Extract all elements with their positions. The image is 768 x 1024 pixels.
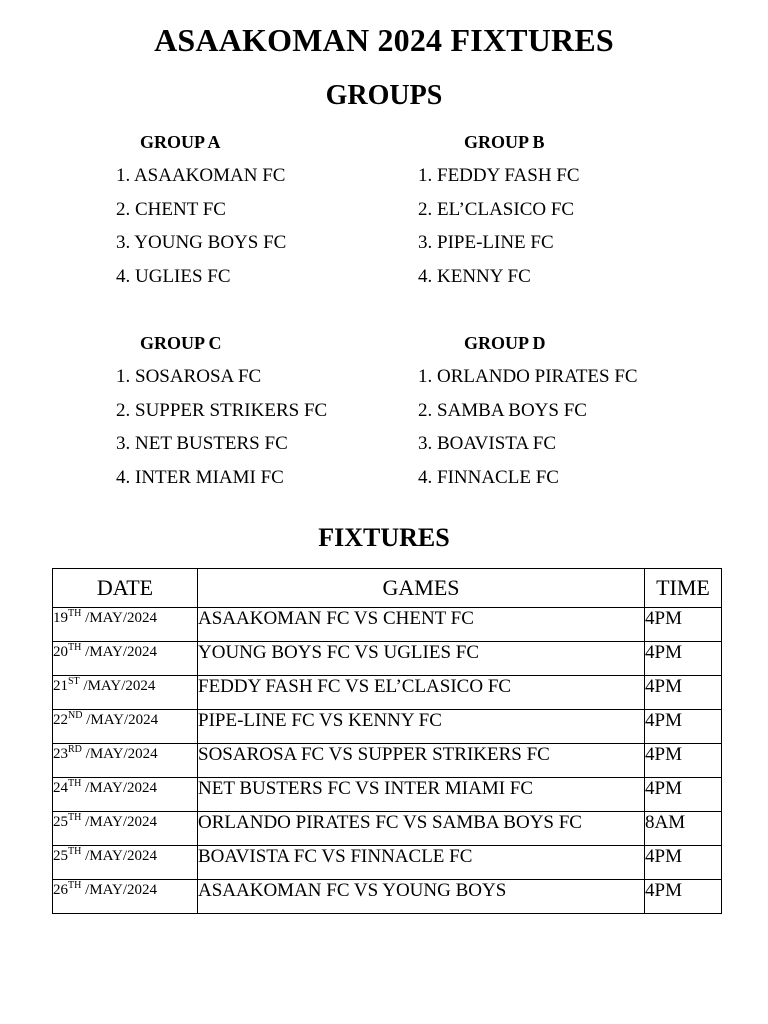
group-title: GROUP D — [464, 333, 546, 353]
date-month-year: /MAY/2024 — [81, 814, 158, 830]
time-cell: 4PM — [645, 846, 722, 880]
column-header-games: GAMES — [198, 569, 645, 608]
date-cell — [53, 744, 198, 778]
table-row — [53, 846, 722, 880]
table-row — [53, 880, 722, 914]
game-cell: SOSAROSA FC VS SUPPER STRIKERS FC — [198, 744, 645, 778]
table-header-row — [53, 569, 722, 608]
fixtures-table — [52, 568, 722, 914]
page-title: ASAAKOMAN 2024 FIXTURES — [154, 22, 614, 58]
date-suffix: TH — [68, 642, 82, 653]
date-month-year: /MAY/2024 — [81, 882, 158, 898]
team-item: 4. KENNY FC — [418, 265, 531, 287]
date-day: 20 — [53, 644, 68, 660]
group-a — [116, 133, 286, 300]
date-month-year: /MAY/2024 — [81, 780, 158, 796]
date-day: 21 — [53, 678, 68, 694]
table-row — [53, 812, 722, 846]
team-item: 1. ASAAKOMAN FC — [116, 165, 286, 186]
table-row — [53, 778, 722, 812]
date-suffix: ST — [68, 676, 80, 687]
date-suffix: RD — [68, 744, 82, 755]
date-day: 26 — [53, 882, 68, 898]
date-cell — [53, 642, 198, 676]
fixtures-heading: FIXTURES — [318, 523, 450, 552]
table-row — [53, 608, 722, 642]
team-item: 2. SAMBA BOYS FC — [418, 399, 587, 421]
date-month-year: /MAY/2024 — [82, 712, 159, 728]
column-header-time: TIME — [645, 569, 722, 608]
date-suffix: TH — [68, 880, 82, 891]
team-item: 4. UGLIES FC — [116, 265, 231, 287]
date-month-year: /MAY/2024 — [79, 678, 156, 694]
game-cell: PIPE-LINE FC VS KENNY FC — [198, 710, 645, 744]
column-header-date: DATE — [53, 569, 198, 608]
date-cell — [53, 676, 198, 710]
table-row — [53, 676, 722, 710]
time-cell: 4PM — [645, 880, 722, 914]
date-day: 23 — [53, 746, 68, 762]
date-suffix: TH — [68, 608, 82, 619]
date-month-year: /MAY/2024 — [81, 848, 158, 864]
date-day: 25 — [53, 848, 68, 864]
time-cell: 4PM — [645, 608, 722, 642]
date-suffix: TH — [68, 812, 82, 823]
date-cell — [53, 812, 198, 846]
team-item: 3. NET BUSTERS FC — [116, 433, 288, 454]
group-b — [418, 133, 580, 300]
team-item: 3. PIPE-LINE FC — [418, 232, 554, 253]
time-cell: 4PM — [645, 710, 722, 744]
date-month-year: /MAY/2024 — [81, 746, 158, 762]
date-suffix: ND — [68, 710, 83, 721]
table-row — [53, 642, 722, 676]
date-month-year: /MAY/2024 — [81, 610, 158, 626]
team-item: 4. FINNACLE FC — [418, 466, 559, 488]
date-cell — [53, 880, 198, 914]
team-item: 2. SUPPER STRIKERS FC — [116, 399, 328, 421]
date-month-year: /MAY/2024 — [81, 644, 158, 660]
group-title: GROUP C — [140, 333, 222, 353]
date-day: 19 — [53, 610, 68, 626]
time-cell: 4PM — [645, 744, 722, 778]
date-cell — [53, 608, 198, 642]
team-item: 3. BOAVISTA FC — [418, 433, 557, 454]
time-cell: 4PM — [645, 642, 722, 676]
team-item: 3. YOUNG BOYS FC — [116, 232, 287, 253]
time-cell: 4PM — [645, 676, 722, 710]
date-day: 22 — [53, 712, 68, 728]
team-item: 1. SOSAROSA FC — [116, 366, 262, 387]
group-title: GROUP B — [464, 132, 545, 152]
game-cell: ASAAKOMAN FC VS YOUNG BOYS — [198, 880, 645, 914]
game-cell: BOAVISTA FC VS FINNACLE FC — [198, 846, 645, 880]
game-cell: NET BUSTERS FC VS INTER MIAMI FC — [198, 778, 645, 812]
game-cell: FEDDY FASH FC VS EL’CLASICO FC — [198, 676, 645, 710]
date-cell — [53, 710, 198, 744]
table-row — [53, 710, 722, 744]
group-d — [418, 334, 638, 501]
team-item: 2. CHENT FC — [116, 198, 226, 220]
team-item: 2. EL’CLASICO FC — [418, 198, 575, 220]
group-c — [116, 334, 327, 501]
team-item: 4. INTER MIAMI FC — [116, 466, 284, 488]
date-day: 24 — [53, 780, 68, 796]
group-title: GROUP A — [140, 132, 221, 152]
date-day: 25 — [53, 814, 68, 830]
time-cell: 4PM — [645, 778, 722, 812]
table-row — [53, 744, 722, 778]
team-item: 1. FEDDY FASH FC — [418, 165, 580, 186]
date-suffix: TH — [68, 778, 82, 789]
date-cell — [53, 778, 198, 812]
game-cell: YOUNG BOYS FC VS UGLIES FC — [198, 642, 645, 676]
game-cell: ASAAKOMAN FC VS CHENT FC — [198, 608, 645, 642]
game-cell: ORLANDO PIRATES FC VS SAMBA BOYS FC — [198, 812, 645, 846]
date-suffix: TH — [68, 846, 82, 857]
team-item: 1. ORLANDO PIRATES FC — [418, 366, 638, 387]
date-cell — [53, 846, 198, 880]
time-cell: 8AM — [645, 812, 722, 846]
groups-heading: GROUPS — [325, 80, 443, 111]
